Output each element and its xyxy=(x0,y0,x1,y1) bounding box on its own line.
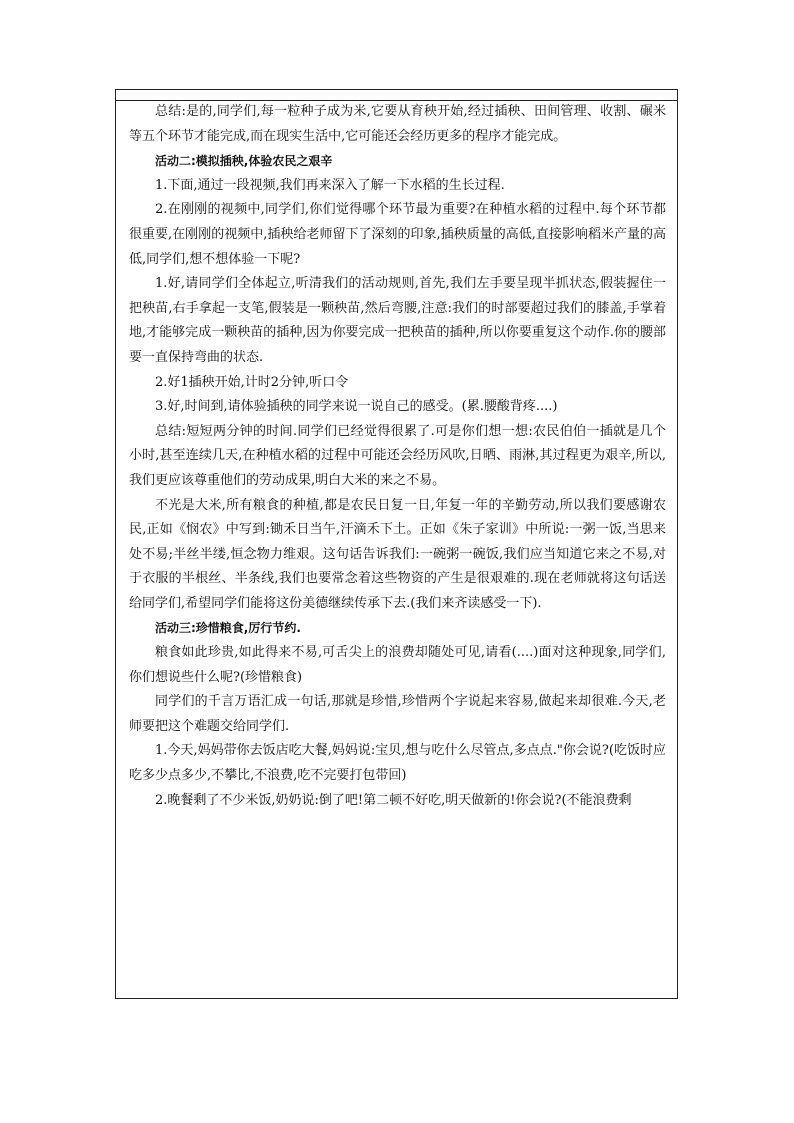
paragraph-time-up: 3.好,时间到,请体验插秧的同学来说一说自己的感受。(累.腰酸背疼....) xyxy=(155,399,558,415)
paragraph-waste: 粮食如此珍贵,如此得来不易,可舌尖上的浪费却随处可见,请看(....)面对这种现象,同学们,你们想说些什么呢?(珍惜粮食) xyxy=(129,645,666,685)
activity-three-heading: 活动三:珍惜粮食,厉行节约. xyxy=(155,621,301,636)
lesson-content xyxy=(129,100,666,813)
activity-two-heading: 活动二:模拟插秧,体验农民之艰辛 xyxy=(155,154,333,169)
paragraph-thank-farmers: 不光是大米,所有粮食的种植,都是农民日复一日,年复一年的辛勤劳动,所以我们要感谢农民,正如《悯农》中写到:锄禾日当午,汗滴禾下土。正如《朱子家训》中所说:一粥一饭,当思来处不易;半丝半缕,恒念物力维艰。这句话告诉我们:一碗粥一碗饭,我们应当知道它来之不易,对于衣服的半根丝、半条线,我们也要常念着这些物资的产生是很艰难的.现在老师就将这句话送给同学们,希望同学们能将这份美德继续传承下去.(我们来齐读感受一下). xyxy=(129,497,666,611)
paragraph-scenario-2: 2.晚餐剩了不少米饭,奶奶说:倒了吧!第二顿不好吃,明天做新的!你会说?(不能浪费剩 xyxy=(155,792,632,808)
paragraph-video-intro: 1.下面,通过一段视频,我们再来深入了解一下水稻的生长过程. xyxy=(155,177,505,193)
paragraph-start: 2.好1插秧开始,计时2分钟,听口令 xyxy=(155,374,349,390)
paragraph-rules: 1.好,请同学们全体起立,听清我们的活动规则,首先,我们左手要呈现半抓状态,假装握住一把秧苗,右手拿起一支笔,假装是一颗秧苗,然后弯腰,注意:我们的时部要超过我们的膝盖,手掌着地,才能够完成一颗秧苗的插种,因为你要完成一把秧苗的插种,所以你要重复这个动作.你的腰部要一直保持弯曲的状态. xyxy=(129,276,666,365)
paragraph-question: 2.在刚刚的视频中,同学们,你们觉得哪个环节最为重要?在种植水稻的过程中.每个环节都很重要,在刚刚的视频中,插秧给老师留下了深刻的印象,插秧质量的高低,直接影响稻米产量的高低,同学们,想不想体验一下呢? xyxy=(129,202,666,267)
summary-paragraph-2: 总结:短短两分钟的时间.同学们已经觉得很累了.可是你们想一想:农民伯伯一插就是几个小时,甚至连续几天,在种植水稻的过程中可能还会经历风吹,日晒、雨淋,其过程更为艰辛,所以,我们更应该尊重他们的劳动成果,明白大米的来之不易。 xyxy=(129,423,666,488)
summary-paragraph-1: 总结:是的,同学们,每一粒种子成为米,它要从育秧开始,经过插秧、田间管理、收割、碾米等五个环节才能完成,而在现实生活中,它可能还会经历更多的程序才能完成。 xyxy=(129,104,666,144)
lesson-table xyxy=(115,89,678,999)
paragraph-cherish: 同学们的千言万语汇成一句话,那就是珍惜,珍惜两个字说起来容易,做起来却很难.今天,老师要把这个难题交给同学们. xyxy=(129,694,666,734)
paragraph-scenario-1: 1.今天,妈妈带你去饭店吃大餐,妈妈说:宝贝,想与吃什么尽管点,多点点."你会说?(吃饭时应吃多少点多少,不攀比,不浪费,吃不完要打包带回) xyxy=(129,743,666,784)
